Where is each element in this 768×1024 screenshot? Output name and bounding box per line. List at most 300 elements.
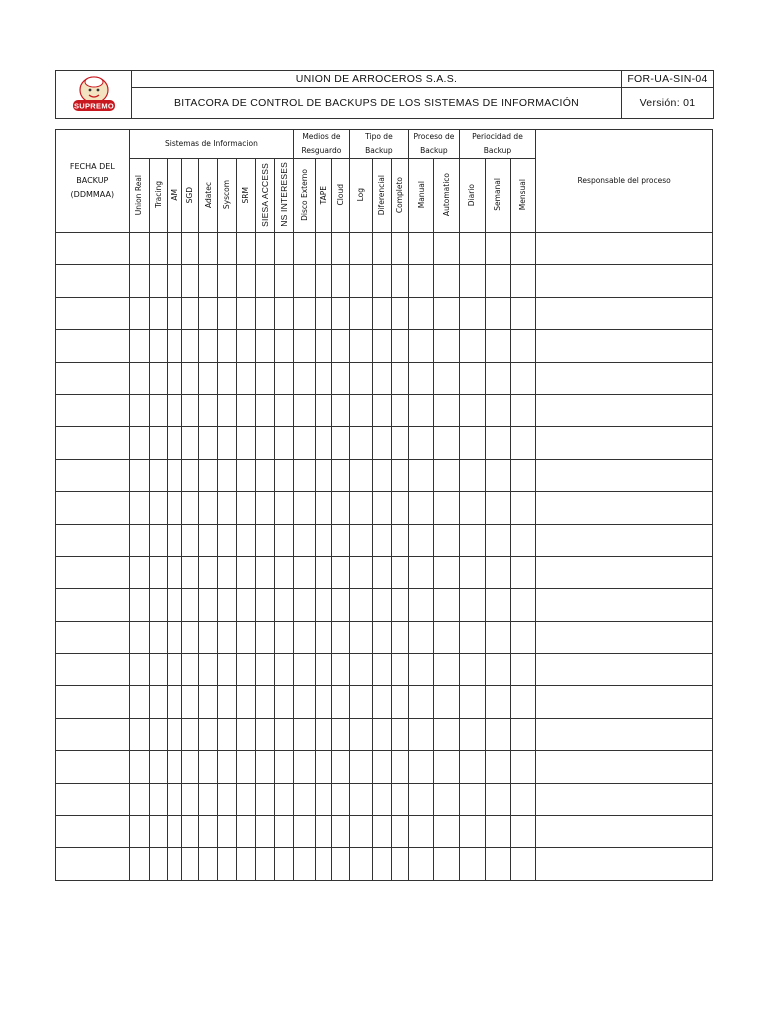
check-cell[interactable] bbox=[409, 394, 434, 426]
check-cell[interactable] bbox=[332, 589, 349, 621]
check-cell[interactable] bbox=[274, 427, 293, 459]
responsible-cell[interactable] bbox=[536, 751, 713, 783]
check-cell[interactable] bbox=[294, 297, 316, 329]
check-cell[interactable] bbox=[236, 330, 255, 362]
check-cell[interactable] bbox=[316, 621, 332, 653]
check-cell[interactable] bbox=[149, 459, 167, 491]
date-cell[interactable] bbox=[56, 362, 130, 394]
check-cell[interactable] bbox=[255, 297, 274, 329]
check-cell[interactable] bbox=[511, 783, 536, 815]
check-cell[interactable] bbox=[316, 556, 332, 588]
check-cell[interactable] bbox=[129, 265, 149, 297]
check-cell[interactable] bbox=[485, 394, 510, 426]
check-cell[interactable] bbox=[182, 848, 199, 880]
check-cell[interactable] bbox=[255, 654, 274, 686]
check-cell[interactable] bbox=[372, 297, 391, 329]
check-cell[interactable] bbox=[434, 783, 459, 815]
check-cell[interactable] bbox=[199, 848, 218, 880]
check-cell[interactable] bbox=[167, 654, 181, 686]
check-cell[interactable] bbox=[372, 589, 391, 621]
check-cell[interactable] bbox=[255, 816, 274, 848]
check-cell[interactable] bbox=[349, 816, 372, 848]
check-cell[interactable] bbox=[511, 751, 536, 783]
check-cell[interactable] bbox=[392, 848, 409, 880]
check-cell[interactable] bbox=[236, 459, 255, 491]
check-cell[interactable] bbox=[459, 589, 485, 621]
check-cell[interactable] bbox=[392, 459, 409, 491]
check-cell[interactable] bbox=[218, 816, 236, 848]
check-cell[interactable] bbox=[332, 556, 349, 588]
check-cell[interactable] bbox=[199, 654, 218, 686]
check-cell[interactable] bbox=[236, 362, 255, 394]
check-cell[interactable] bbox=[274, 556, 293, 588]
check-cell[interactable] bbox=[372, 265, 391, 297]
check-cell[interactable] bbox=[392, 783, 409, 815]
check-cell[interactable] bbox=[434, 848, 459, 880]
responsible-cell[interactable] bbox=[536, 848, 713, 880]
check-cell[interactable] bbox=[485, 848, 510, 880]
check-cell[interactable] bbox=[409, 589, 434, 621]
responsible-cell[interactable] bbox=[536, 686, 713, 718]
check-cell[interactable] bbox=[274, 589, 293, 621]
check-cell[interactable] bbox=[255, 718, 274, 750]
check-cell[interactable] bbox=[167, 686, 181, 718]
date-cell[interactable] bbox=[56, 816, 130, 848]
check-cell[interactable] bbox=[485, 718, 510, 750]
check-cell[interactable] bbox=[199, 556, 218, 588]
check-cell[interactable] bbox=[129, 686, 149, 718]
check-cell[interactable] bbox=[409, 330, 434, 362]
check-cell[interactable] bbox=[255, 686, 274, 718]
check-cell[interactable] bbox=[372, 686, 391, 718]
check-cell[interactable] bbox=[434, 686, 459, 718]
date-cell[interactable] bbox=[56, 394, 130, 426]
check-cell[interactable] bbox=[129, 427, 149, 459]
check-cell[interactable] bbox=[149, 718, 167, 750]
check-cell[interactable] bbox=[459, 297, 485, 329]
check-cell[interactable] bbox=[372, 427, 391, 459]
check-cell[interactable] bbox=[511, 556, 536, 588]
check-cell[interactable] bbox=[236, 556, 255, 588]
check-cell[interactable] bbox=[218, 492, 236, 524]
check-cell[interactable] bbox=[332, 848, 349, 880]
check-cell[interactable] bbox=[332, 297, 349, 329]
check-cell[interactable] bbox=[409, 751, 434, 783]
check-cell[interactable] bbox=[511, 459, 536, 491]
check-cell[interactable] bbox=[199, 718, 218, 750]
check-cell[interactable] bbox=[218, 654, 236, 686]
date-cell[interactable] bbox=[56, 621, 130, 653]
responsible-cell[interactable] bbox=[536, 233, 713, 265]
check-cell[interactable] bbox=[167, 427, 181, 459]
check-cell[interactable] bbox=[409, 686, 434, 718]
check-cell[interactable] bbox=[459, 265, 485, 297]
check-cell[interactable] bbox=[129, 654, 149, 686]
check-cell[interactable] bbox=[409, 848, 434, 880]
check-cell[interactable] bbox=[434, 524, 459, 556]
check-cell[interactable] bbox=[294, 783, 316, 815]
check-cell[interactable] bbox=[332, 330, 349, 362]
check-cell[interactable] bbox=[199, 621, 218, 653]
check-cell[interactable] bbox=[511, 524, 536, 556]
check-cell[interactable] bbox=[349, 589, 372, 621]
check-cell[interactable] bbox=[511, 621, 536, 653]
check-cell[interactable] bbox=[149, 427, 167, 459]
check-cell[interactable] bbox=[409, 718, 434, 750]
check-cell[interactable] bbox=[434, 654, 459, 686]
check-cell[interactable] bbox=[349, 297, 372, 329]
date-cell[interactable] bbox=[56, 524, 130, 556]
check-cell[interactable] bbox=[434, 459, 459, 491]
date-cell[interactable] bbox=[56, 654, 130, 686]
check-cell[interactable] bbox=[459, 718, 485, 750]
check-cell[interactable] bbox=[392, 492, 409, 524]
check-cell[interactable] bbox=[274, 686, 293, 718]
check-cell[interactable] bbox=[182, 427, 199, 459]
check-cell[interactable] bbox=[167, 233, 181, 265]
check-cell[interactable] bbox=[409, 362, 434, 394]
check-cell[interactable] bbox=[485, 265, 510, 297]
check-cell[interactable] bbox=[511, 848, 536, 880]
check-cell[interactable] bbox=[182, 265, 199, 297]
check-cell[interactable] bbox=[149, 297, 167, 329]
check-cell[interactable] bbox=[274, 654, 293, 686]
check-cell[interactable] bbox=[255, 589, 274, 621]
check-cell[interactable] bbox=[218, 621, 236, 653]
check-cell[interactable] bbox=[218, 589, 236, 621]
responsible-cell[interactable] bbox=[536, 492, 713, 524]
check-cell[interactable] bbox=[167, 330, 181, 362]
check-cell[interactable] bbox=[409, 783, 434, 815]
responsible-cell[interactable] bbox=[536, 589, 713, 621]
check-cell[interactable] bbox=[372, 459, 391, 491]
check-cell[interactable] bbox=[167, 751, 181, 783]
check-cell[interactable] bbox=[129, 718, 149, 750]
check-cell[interactable] bbox=[372, 330, 391, 362]
check-cell[interactable] bbox=[459, 330, 485, 362]
check-cell[interactable] bbox=[459, 783, 485, 815]
check-cell[interactable] bbox=[294, 427, 316, 459]
check-cell[interactable] bbox=[294, 621, 316, 653]
check-cell[interactable] bbox=[236, 297, 255, 329]
check-cell[interactable] bbox=[274, 848, 293, 880]
check-cell[interactable] bbox=[372, 556, 391, 588]
check-cell[interactable] bbox=[182, 621, 199, 653]
check-cell[interactable] bbox=[409, 233, 434, 265]
check-cell[interactable] bbox=[218, 233, 236, 265]
responsible-cell[interactable] bbox=[536, 654, 713, 686]
check-cell[interactable] bbox=[316, 718, 332, 750]
check-cell[interactable] bbox=[511, 330, 536, 362]
check-cell[interactable] bbox=[332, 265, 349, 297]
check-cell[interactable] bbox=[349, 751, 372, 783]
check-cell[interactable] bbox=[199, 524, 218, 556]
check-cell[interactable] bbox=[332, 459, 349, 491]
check-cell[interactable] bbox=[167, 589, 181, 621]
check-cell[interactable] bbox=[255, 459, 274, 491]
check-cell[interactable] bbox=[218, 686, 236, 718]
check-cell[interactable] bbox=[434, 394, 459, 426]
check-cell[interactable] bbox=[129, 394, 149, 426]
check-cell[interactable] bbox=[434, 621, 459, 653]
check-cell[interactable] bbox=[167, 621, 181, 653]
check-cell[interactable] bbox=[218, 718, 236, 750]
check-cell[interactable] bbox=[129, 233, 149, 265]
check-cell[interactable] bbox=[236, 524, 255, 556]
check-cell[interactable] bbox=[485, 816, 510, 848]
check-cell[interactable] bbox=[459, 654, 485, 686]
check-cell[interactable] bbox=[316, 816, 332, 848]
check-cell[interactable] bbox=[372, 848, 391, 880]
check-cell[interactable] bbox=[485, 330, 510, 362]
check-cell[interactable] bbox=[316, 654, 332, 686]
check-cell[interactable] bbox=[149, 686, 167, 718]
check-cell[interactable] bbox=[167, 394, 181, 426]
check-cell[interactable] bbox=[182, 783, 199, 815]
date-cell[interactable] bbox=[56, 589, 130, 621]
check-cell[interactable] bbox=[434, 362, 459, 394]
check-cell[interactable] bbox=[392, 556, 409, 588]
check-cell[interactable] bbox=[129, 556, 149, 588]
check-cell[interactable] bbox=[434, 556, 459, 588]
check-cell[interactable] bbox=[511, 718, 536, 750]
check-cell[interactable] bbox=[149, 233, 167, 265]
check-cell[interactable] bbox=[485, 589, 510, 621]
check-cell[interactable] bbox=[199, 394, 218, 426]
check-cell[interactable] bbox=[236, 718, 255, 750]
check-cell[interactable] bbox=[316, 459, 332, 491]
check-cell[interactable] bbox=[392, 297, 409, 329]
date-cell[interactable] bbox=[56, 718, 130, 750]
check-cell[interactable] bbox=[149, 492, 167, 524]
check-cell[interactable] bbox=[218, 297, 236, 329]
check-cell[interactable] bbox=[167, 362, 181, 394]
responsible-cell[interactable] bbox=[536, 783, 713, 815]
check-cell[interactable] bbox=[485, 556, 510, 588]
check-cell[interactable] bbox=[434, 751, 459, 783]
check-cell[interactable] bbox=[167, 718, 181, 750]
check-cell[interactable] bbox=[149, 589, 167, 621]
check-cell[interactable] bbox=[392, 427, 409, 459]
check-cell[interactable] bbox=[129, 362, 149, 394]
check-cell[interactable] bbox=[255, 524, 274, 556]
check-cell[interactable] bbox=[236, 265, 255, 297]
check-cell[interactable] bbox=[167, 297, 181, 329]
check-cell[interactable] bbox=[294, 654, 316, 686]
check-cell[interactable] bbox=[372, 394, 391, 426]
check-cell[interactable] bbox=[434, 589, 459, 621]
check-cell[interactable] bbox=[274, 362, 293, 394]
check-cell[interactable] bbox=[511, 427, 536, 459]
check-cell[interactable] bbox=[332, 427, 349, 459]
check-cell[interactable] bbox=[218, 751, 236, 783]
check-cell[interactable] bbox=[434, 233, 459, 265]
check-cell[interactable] bbox=[255, 394, 274, 426]
check-cell[interactable] bbox=[167, 556, 181, 588]
responsible-cell[interactable] bbox=[536, 556, 713, 588]
check-cell[interactable] bbox=[485, 427, 510, 459]
check-cell[interactable] bbox=[459, 751, 485, 783]
date-cell[interactable] bbox=[56, 459, 130, 491]
check-cell[interactable] bbox=[332, 524, 349, 556]
check-cell[interactable] bbox=[218, 524, 236, 556]
check-cell[interactable] bbox=[392, 718, 409, 750]
check-cell[interactable] bbox=[294, 718, 316, 750]
check-cell[interactable] bbox=[149, 783, 167, 815]
check-cell[interactable] bbox=[182, 686, 199, 718]
check-cell[interactable] bbox=[434, 265, 459, 297]
check-cell[interactable] bbox=[349, 459, 372, 491]
check-cell[interactable] bbox=[218, 556, 236, 588]
check-cell[interactable] bbox=[182, 492, 199, 524]
check-cell[interactable] bbox=[349, 233, 372, 265]
check-cell[interactable] bbox=[167, 783, 181, 815]
check-cell[interactable] bbox=[182, 751, 199, 783]
check-cell[interactable] bbox=[218, 362, 236, 394]
check-cell[interactable] bbox=[199, 686, 218, 718]
check-cell[interactable] bbox=[392, 394, 409, 426]
check-cell[interactable] bbox=[199, 265, 218, 297]
date-cell[interactable] bbox=[56, 297, 130, 329]
check-cell[interactable] bbox=[349, 556, 372, 588]
check-cell[interactable] bbox=[316, 751, 332, 783]
check-cell[interactable] bbox=[294, 265, 316, 297]
check-cell[interactable] bbox=[316, 362, 332, 394]
check-cell[interactable] bbox=[182, 524, 199, 556]
check-cell[interactable] bbox=[149, 848, 167, 880]
check-cell[interactable] bbox=[294, 492, 316, 524]
check-cell[interactable] bbox=[332, 686, 349, 718]
check-cell[interactable] bbox=[485, 524, 510, 556]
check-cell[interactable] bbox=[349, 394, 372, 426]
check-cell[interactable] bbox=[218, 783, 236, 815]
check-cell[interactable] bbox=[182, 297, 199, 329]
check-cell[interactable] bbox=[349, 783, 372, 815]
check-cell[interactable] bbox=[129, 297, 149, 329]
check-cell[interactable] bbox=[511, 362, 536, 394]
check-cell[interactable] bbox=[294, 848, 316, 880]
check-cell[interactable] bbox=[182, 233, 199, 265]
check-cell[interactable] bbox=[372, 621, 391, 653]
check-cell[interactable] bbox=[372, 524, 391, 556]
check-cell[interactable] bbox=[294, 394, 316, 426]
check-cell[interactable] bbox=[459, 686, 485, 718]
check-cell[interactable] bbox=[236, 589, 255, 621]
check-cell[interactable] bbox=[409, 816, 434, 848]
date-cell[interactable] bbox=[56, 556, 130, 588]
responsible-cell[interactable] bbox=[536, 265, 713, 297]
check-cell[interactable] bbox=[274, 751, 293, 783]
check-cell[interactable] bbox=[409, 459, 434, 491]
check-cell[interactable] bbox=[182, 718, 199, 750]
responsible-cell[interactable] bbox=[536, 816, 713, 848]
check-cell[interactable] bbox=[236, 492, 255, 524]
check-cell[interactable] bbox=[316, 330, 332, 362]
check-cell[interactable] bbox=[149, 330, 167, 362]
check-cell[interactable] bbox=[294, 362, 316, 394]
check-cell[interactable] bbox=[485, 686, 510, 718]
check-cell[interactable] bbox=[511, 589, 536, 621]
check-cell[interactable] bbox=[316, 492, 332, 524]
check-cell[interactable] bbox=[129, 589, 149, 621]
check-cell[interactable] bbox=[372, 492, 391, 524]
check-cell[interactable] bbox=[274, 524, 293, 556]
check-cell[interactable] bbox=[294, 459, 316, 491]
check-cell[interactable] bbox=[409, 556, 434, 588]
check-cell[interactable] bbox=[218, 394, 236, 426]
check-cell[interactable] bbox=[434, 816, 459, 848]
check-cell[interactable] bbox=[218, 459, 236, 491]
check-cell[interactable] bbox=[149, 816, 167, 848]
check-cell[interactable] bbox=[182, 589, 199, 621]
check-cell[interactable] bbox=[149, 654, 167, 686]
check-cell[interactable] bbox=[294, 816, 316, 848]
responsible-cell[interactable] bbox=[536, 362, 713, 394]
check-cell[interactable] bbox=[434, 492, 459, 524]
check-cell[interactable] bbox=[511, 394, 536, 426]
responsible-cell[interactable] bbox=[536, 330, 713, 362]
check-cell[interactable] bbox=[392, 621, 409, 653]
check-cell[interactable] bbox=[255, 265, 274, 297]
check-cell[interactable] bbox=[372, 751, 391, 783]
check-cell[interactable] bbox=[409, 654, 434, 686]
check-cell[interactable] bbox=[199, 751, 218, 783]
check-cell[interactable] bbox=[255, 783, 274, 815]
check-cell[interactable] bbox=[199, 330, 218, 362]
check-cell[interactable] bbox=[511, 265, 536, 297]
check-cell[interactable] bbox=[349, 492, 372, 524]
check-cell[interactable] bbox=[372, 783, 391, 815]
check-cell[interactable] bbox=[485, 459, 510, 491]
check-cell[interactable] bbox=[332, 362, 349, 394]
check-cell[interactable] bbox=[149, 362, 167, 394]
check-cell[interactable] bbox=[294, 233, 316, 265]
check-cell[interactable] bbox=[372, 233, 391, 265]
check-cell[interactable] bbox=[167, 816, 181, 848]
check-cell[interactable] bbox=[316, 265, 332, 297]
check-cell[interactable] bbox=[409, 621, 434, 653]
check-cell[interactable] bbox=[434, 427, 459, 459]
check-cell[interactable] bbox=[294, 686, 316, 718]
check-cell[interactable] bbox=[332, 718, 349, 750]
check-cell[interactable] bbox=[255, 621, 274, 653]
check-cell[interactable] bbox=[199, 589, 218, 621]
check-cell[interactable] bbox=[459, 362, 485, 394]
check-cell[interactable] bbox=[511, 816, 536, 848]
check-cell[interactable] bbox=[349, 330, 372, 362]
check-cell[interactable] bbox=[409, 524, 434, 556]
check-cell[interactable] bbox=[129, 459, 149, 491]
check-cell[interactable] bbox=[129, 848, 149, 880]
check-cell[interactable] bbox=[294, 524, 316, 556]
check-cell[interactable] bbox=[316, 589, 332, 621]
check-cell[interactable] bbox=[349, 718, 372, 750]
check-cell[interactable] bbox=[511, 297, 536, 329]
check-cell[interactable] bbox=[129, 816, 149, 848]
check-cell[interactable] bbox=[511, 654, 536, 686]
check-cell[interactable] bbox=[459, 848, 485, 880]
check-cell[interactable] bbox=[149, 394, 167, 426]
date-cell[interactable] bbox=[56, 686, 130, 718]
check-cell[interactable] bbox=[182, 330, 199, 362]
responsible-cell[interactable] bbox=[536, 394, 713, 426]
check-cell[interactable] bbox=[149, 556, 167, 588]
check-cell[interactable] bbox=[434, 718, 459, 750]
check-cell[interactable] bbox=[182, 394, 199, 426]
check-cell[interactable] bbox=[392, 330, 409, 362]
check-cell[interactable] bbox=[332, 816, 349, 848]
check-cell[interactable] bbox=[332, 621, 349, 653]
